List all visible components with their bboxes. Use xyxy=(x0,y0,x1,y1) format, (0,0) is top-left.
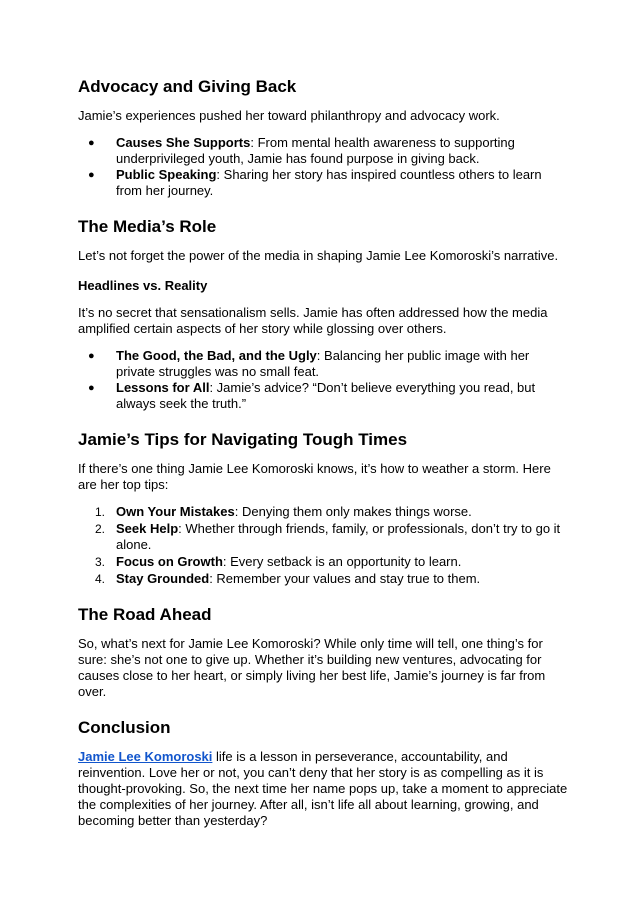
tips-intro: If there’s one thing Jamie Lee Komoroski knows, it’s how to weather a storm. Here are her top tips: xyxy=(78,461,551,492)
list-item-text: Denying them only makes things worse. xyxy=(241,504,472,519)
list-item xyxy=(78,135,568,167)
list-item xyxy=(78,571,568,587)
list-item-separator: : xyxy=(234,504,242,519)
media-heading: The Media’s Role xyxy=(78,217,217,236)
list-item-text: From mental health awareness to supporting underprivileged youth, Jamie has found purpose in giving back. xyxy=(116,135,515,166)
list-number: 1. xyxy=(95,505,106,519)
list-item-term: Public Speaking xyxy=(116,167,217,182)
list-item-separator: : xyxy=(222,554,231,569)
list-item-term: Causes She Supports xyxy=(116,135,251,150)
list-item-term: The Good, the Bad, and the Ugly xyxy=(116,348,317,363)
article-body xyxy=(78,76,568,829)
road-ahead-heading: The Road Ahead xyxy=(78,605,212,624)
list-item-text: Every setback is an opportunity to learn. xyxy=(230,554,462,569)
author-link[interactable]: Jamie Lee Komoroski xyxy=(78,749,213,764)
list-item-text: Sharing her story has inspired countless others to learn from her journey. xyxy=(116,167,542,198)
list-item-term: Stay Grounded xyxy=(116,571,210,586)
list-item-text: Whether through friends, family, or professionals, don’t try to go it alone. xyxy=(116,521,561,552)
tips-heading: Jamie’s Tips for Navigating Tough Times xyxy=(78,430,408,449)
advocacy-list xyxy=(78,135,568,199)
list-item-separator: : xyxy=(209,571,217,586)
bullet-icon: ● xyxy=(88,350,95,362)
list-item-separator: : xyxy=(209,380,217,395)
bullet-icon: ● xyxy=(88,137,95,149)
bullet-icon: ● xyxy=(88,382,95,394)
conclusion-text: life is a lesson in perseverance, accountability, and reinvention. Love her or not, you can’t deny that her story is as compelling as it is thought-provoking. So, the next time her name pops up, take a moment to appreciate the complexities of her journey. After all, isn’t life all about learning, growing, and becoming better than yesterday? xyxy=(78,749,568,828)
conclusion-heading: Conclusion xyxy=(78,718,171,737)
list-item-text: Jamie’s advice? “Don’t believe everything you read, but always seek the truth.” xyxy=(116,380,536,411)
advocacy-intro: Jamie’s experiences pushed her toward philanthropy and advocacy work. xyxy=(78,108,500,123)
list-item xyxy=(78,380,568,412)
list-item-term: Own Your Mistakes xyxy=(116,504,235,519)
media-paragraph: It’s no secret that sensationalism sells. Jamie has often addressed how the media amplified certain aspects of her story while glossing over others. xyxy=(78,305,548,336)
list-item-separator: : xyxy=(178,521,186,536)
list-item-term: Focus on Growth xyxy=(116,554,223,569)
list-number: 4. xyxy=(95,572,106,586)
list-item-separator: : xyxy=(316,348,325,363)
bullet-icon: ● xyxy=(88,169,95,181)
media-intro: Let’s not forget the power of the media in shaping Jamie Lee Komoroski’s narrative. xyxy=(78,248,559,263)
list-item xyxy=(78,348,568,380)
list-item-text: Remember your values and stay true to them. xyxy=(216,571,481,586)
list-number: 2. xyxy=(95,522,106,536)
road-ahead-paragraph: So, what’s next for Jamie Lee Komoroski? While only time will tell, one thing’s for sure: she’s not one to give up. Whether it’s building new ventures, advocating for causes close to her heart, or simply living her best life, Jamie’s journey is far from over. xyxy=(78,636,546,699)
list-number: 3. xyxy=(95,555,106,569)
list-item xyxy=(78,504,568,520)
list-item-term: Seek Help xyxy=(116,521,179,536)
list-item xyxy=(78,521,568,553)
tips-list xyxy=(78,504,568,587)
list-item xyxy=(78,167,568,199)
list-item-term: Lessons for All xyxy=(116,380,210,395)
list-item xyxy=(78,554,568,570)
media-list xyxy=(78,348,568,412)
list-item-separator: : xyxy=(250,135,258,150)
media-subheading: Headlines vs. Reality xyxy=(78,278,208,293)
list-item-text: Balancing her public image with her private struggles was no small feat. xyxy=(116,348,530,379)
conclusion-paragraph xyxy=(78,749,568,829)
list-item-separator: : xyxy=(216,167,224,182)
advocacy-heading: Advocacy and Giving Back xyxy=(78,77,297,96)
